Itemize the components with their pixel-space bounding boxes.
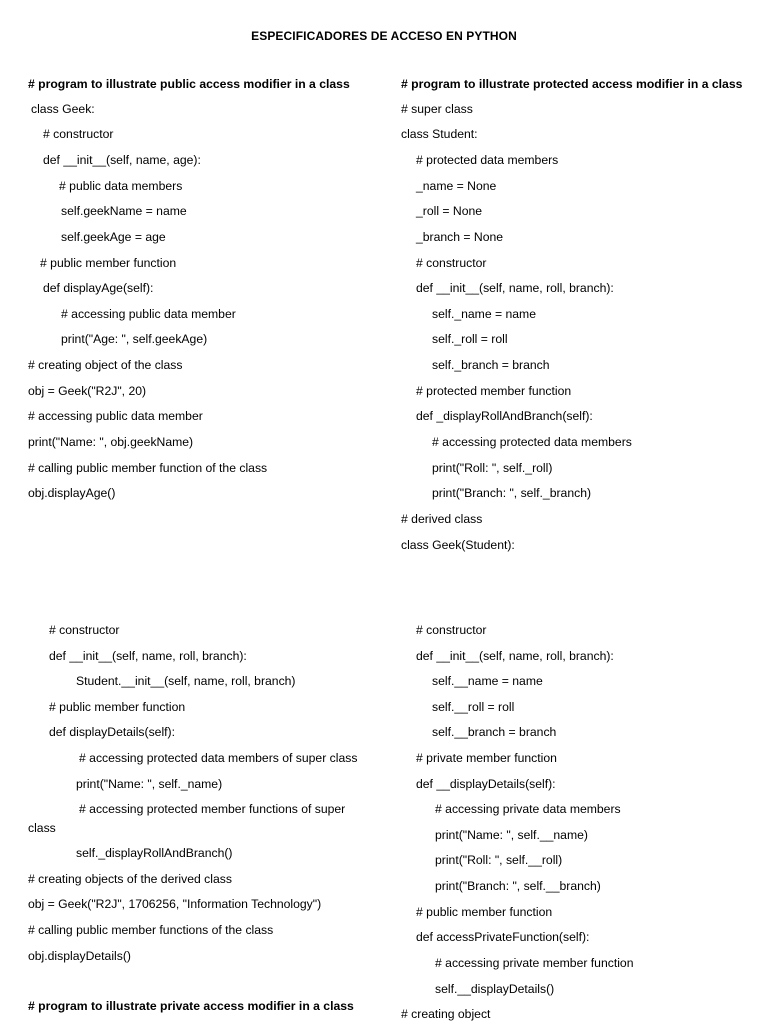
code-line: # constructor <box>43 127 114 141</box>
code-line: # accessing public data member <box>61 307 236 321</box>
code-line: self.geekName = name <box>61 204 187 218</box>
code-line: _name = None <box>416 179 497 193</box>
code-line: def __init__(self, name, roll, branch): <box>416 649 614 663</box>
code-line: Student.__init__(self, name, roll, branch) <box>76 674 296 688</box>
code-line: class Student: <box>401 127 478 141</box>
code-line: # accessing private member function <box>435 956 634 970</box>
code-line: print("Name: ", self._name) <box>76 777 223 791</box>
code-line: self.__name = name <box>432 674 543 688</box>
code-line: def displayDetails(self): <box>49 725 175 739</box>
code-line: self._branch = branch <box>432 358 550 372</box>
code-line: class Geek(Student): <box>401 538 515 552</box>
code-line: class <box>28 821 56 835</box>
code-line: self._displayRollAndBranch() <box>76 846 233 860</box>
code-line: # protected member function <box>416 384 572 398</box>
code-line: obj = Geek("R2J", 1706256, "Information Technology") <box>28 897 322 911</box>
code-line: # creating objects of the derived class <box>28 872 232 886</box>
section-heading-protected: # program to illustrate protected access modifier in a class <box>401 77 743 91</box>
code-line: self._roll = roll <box>432 332 508 346</box>
code-line: # super class <box>401 102 473 116</box>
code-line: self.geekAge = age <box>61 230 166 244</box>
code-line: self.__branch = branch <box>432 725 557 739</box>
document-title: ESPECIFICADORES DE ACCESO EN PYTHON <box>251 29 517 43</box>
code-line: def __init__(self, name, roll, branch): <box>416 281 614 295</box>
code-line: self.__displayDetails() <box>435 982 555 996</box>
code-line: def __displayDetails(self): <box>416 777 556 791</box>
code-line: # private member function <box>416 751 557 765</box>
code-line: # calling public member function of the class <box>28 461 268 475</box>
code-line: # public data members <box>59 179 183 193</box>
code-line: # protected data members <box>416 153 559 167</box>
code-line: class Geek: <box>31 102 95 116</box>
code-line: _roll = None <box>416 204 483 218</box>
code-line: def displayAge(self): <box>43 281 154 295</box>
code-line: # creating object <box>401 1007 491 1021</box>
code-line: obj.displayAge() <box>28 486 116 500</box>
code-line: print("Roll: ", self.__roll) <box>435 853 563 867</box>
code-line: _branch = None <box>416 230 504 244</box>
code-line: # accessing public data member <box>28 409 203 423</box>
code-line: # accessing protected data members of super class <box>79 751 358 765</box>
code-line: # public member function <box>416 905 553 919</box>
code-line: # accessing protected member functions of super <box>79 802 346 816</box>
section-heading-private: # program to illustrate private access modifier in a class <box>28 999 354 1013</box>
code-line: def _displayRollAndBranch(self): <box>416 409 593 423</box>
code-line: # calling public member functions of the class <box>28 923 274 937</box>
code-line: # constructor <box>49 623 120 637</box>
code-line: print("Age: ", self.geekAge) <box>61 332 208 346</box>
code-line: print("Branch: ", self.__branch) <box>435 879 601 893</box>
code-line: # creating object of the class <box>28 358 183 372</box>
code-line: # derived class <box>401 512 483 526</box>
code-line: # accessing protected data members <box>432 435 632 449</box>
code-line: # public member function <box>40 256 177 270</box>
code-line: # constructor <box>416 256 487 270</box>
code-line: self.__roll = roll <box>432 700 515 714</box>
code-line: obj = Geek("R2J", 20) <box>28 384 147 398</box>
code-line: self._name = name <box>432 307 536 321</box>
code-line: # public member function <box>49 700 186 714</box>
code-line: # constructor <box>416 623 487 637</box>
code-line: # accessing private data members <box>435 802 621 816</box>
code-line: print("Roll: ", self._roll) <box>432 461 553 475</box>
code-line: print("Name: ", self.__name) <box>435 828 588 842</box>
code-line: def __init__(self, name, age): <box>43 153 201 167</box>
section-heading-public: # program to illustrate public access modifier in a class <box>28 77 350 91</box>
code-line: def accessPrivateFunction(self): <box>416 930 590 944</box>
code-line: obj.displayDetails() <box>28 949 131 963</box>
code-line: def __init__(self, name, roll, branch): <box>49 649 247 663</box>
code-line: print("Name: ", obj.geekName) <box>28 435 194 449</box>
code-line: print("Branch: ", self._branch) <box>432 486 592 500</box>
